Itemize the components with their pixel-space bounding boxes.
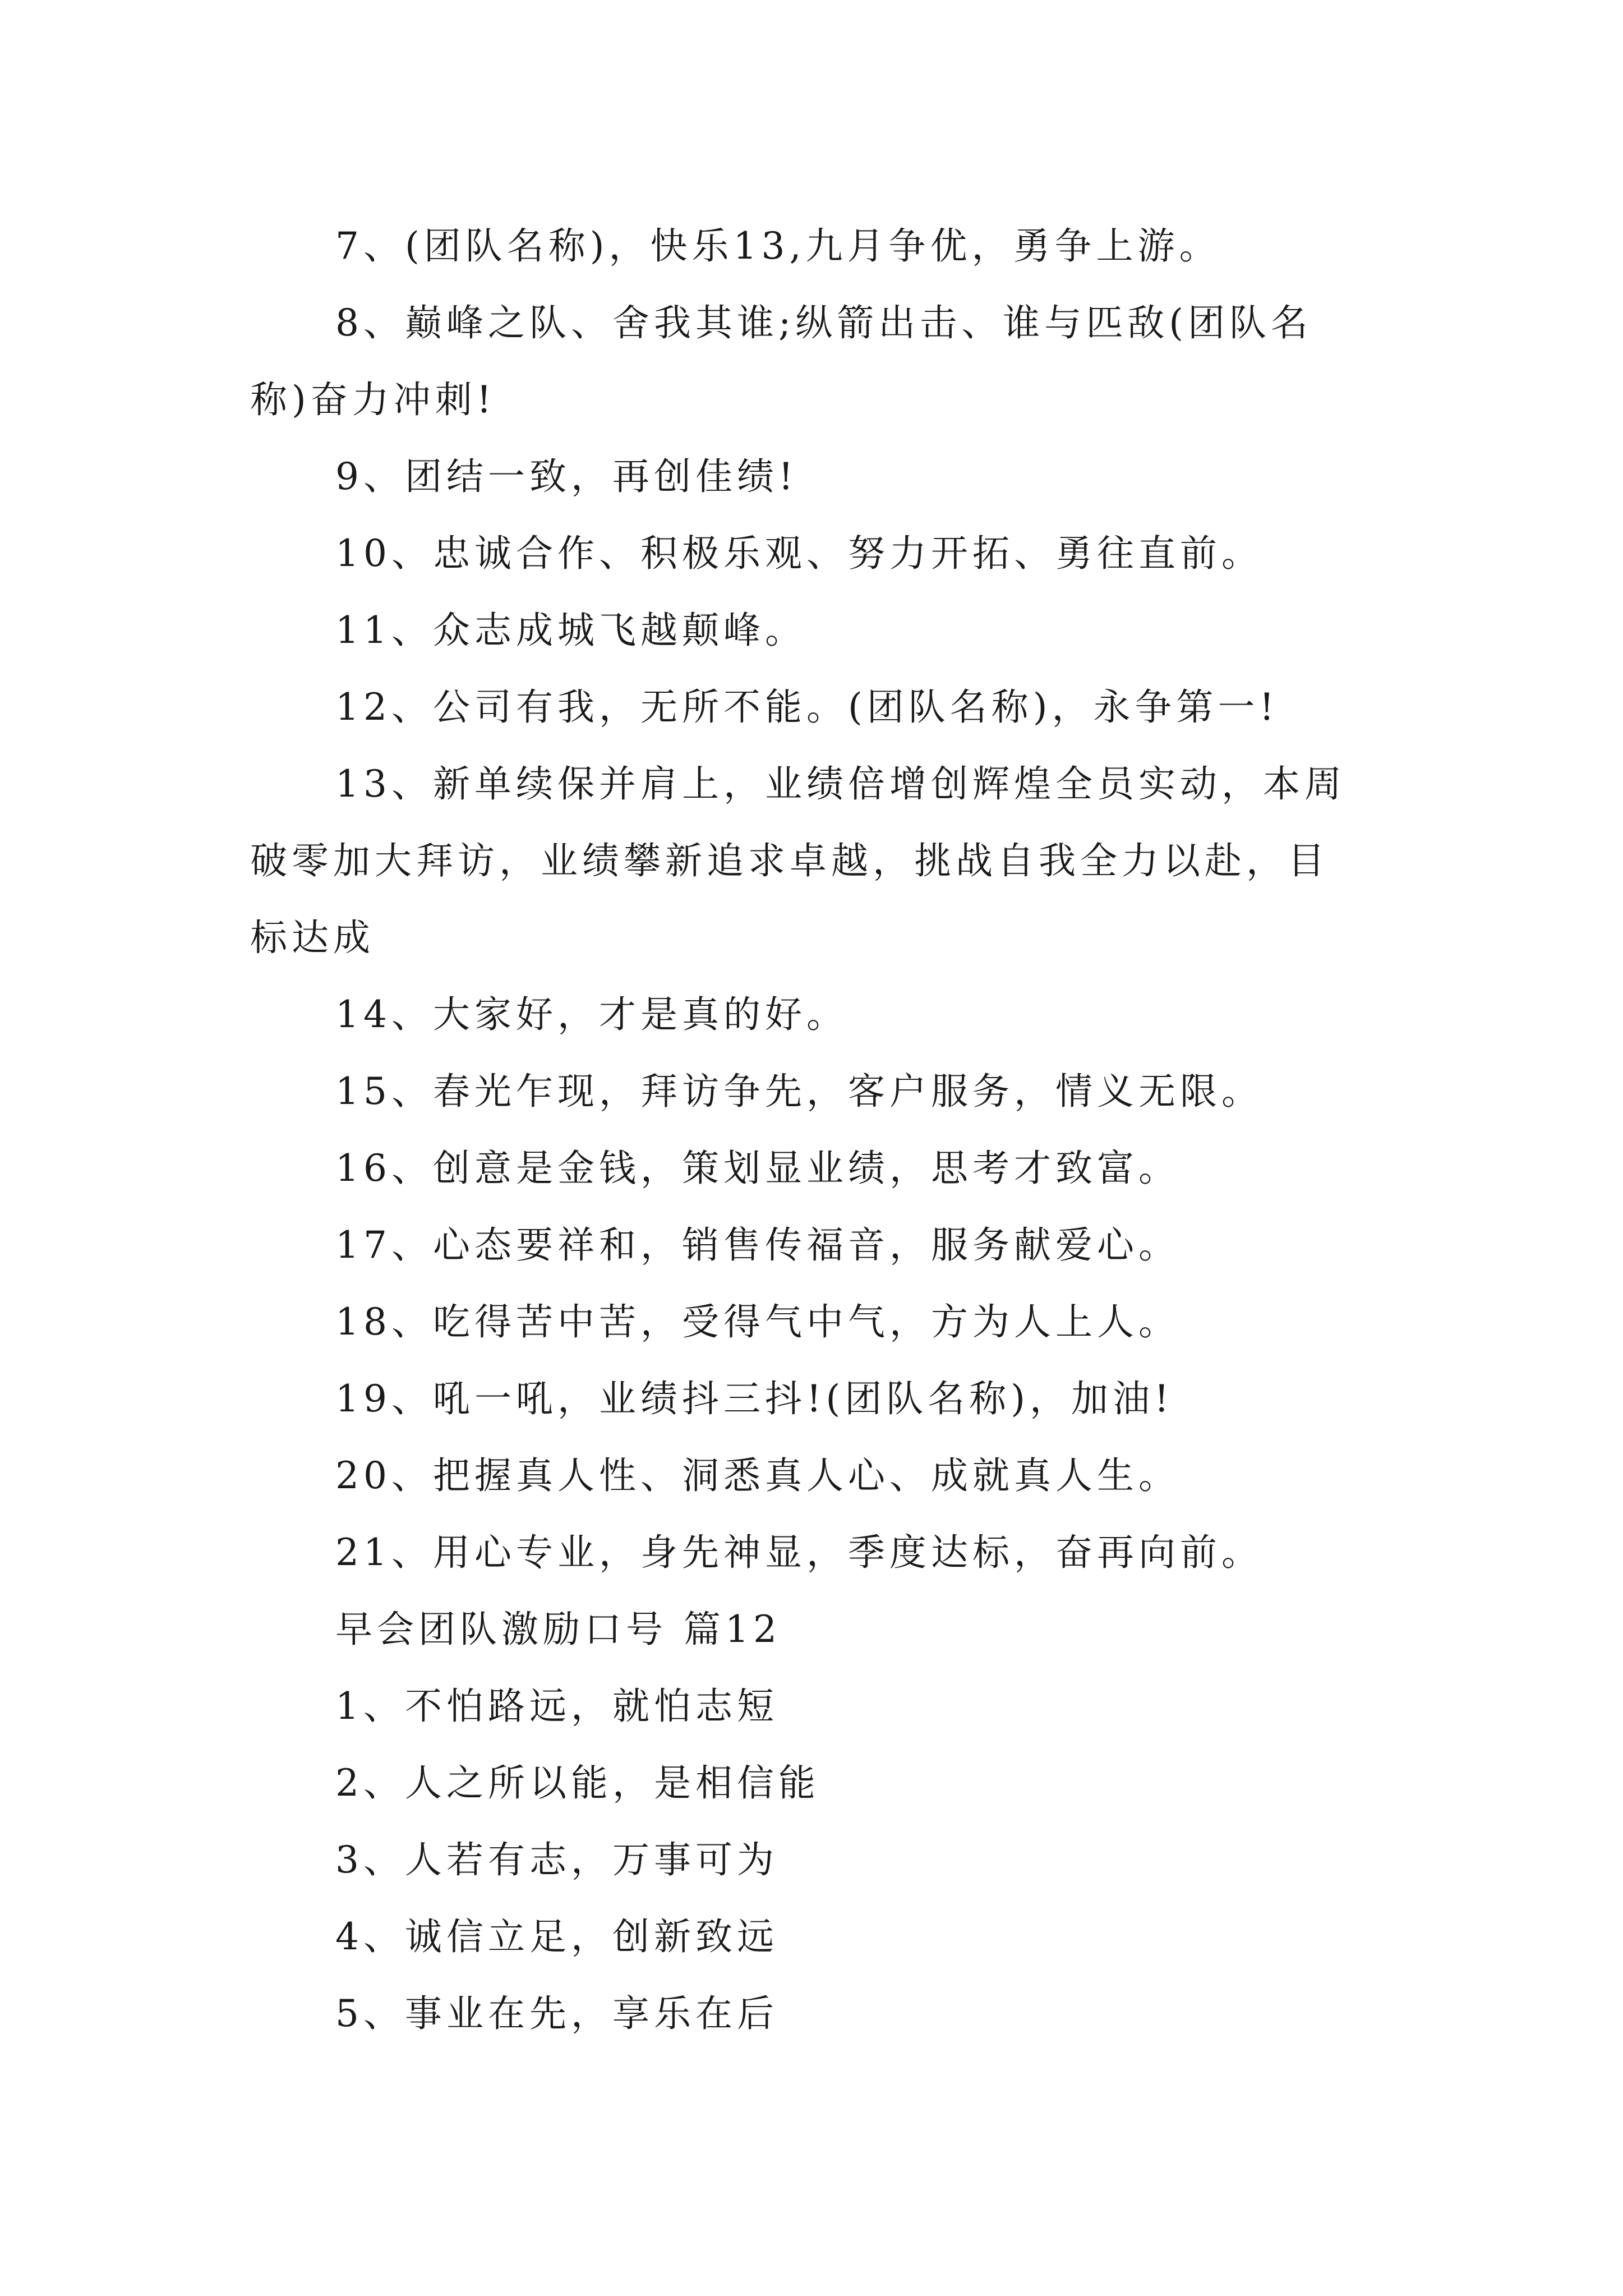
slogan-line: 2、人之所以能，是相信能 xyxy=(335,1761,820,1805)
slogan-line: 4、诚信立足，创新致远 xyxy=(335,1915,778,1958)
slogan-line: 14、大家好，才是真的好。 xyxy=(335,993,848,1036)
slogan-line: 3、人若有志，万事可为 xyxy=(335,1838,778,1881)
slogan-line: 8、巅峰之队、舍我其谁;纵箭出击、谁与匹敌(团队名 xyxy=(335,301,1312,344)
slogan-line: 18、吃得苦中苦，受得气中气，方为人上人。 xyxy=(335,1300,1180,1343)
slogan-line: 1、不怕路远，就怕志短 xyxy=(335,1685,778,1728)
slogan-line: 20、把握真人性、洞悉真人心、成就真人生。 xyxy=(335,1454,1180,1497)
slogan-line-continuation: 称)奋力冲刺! xyxy=(250,378,496,421)
document-body xyxy=(250,208,1389,2052)
slogan-line: 7、(团队名称)，快乐13,九月争优，勇争上游。 xyxy=(335,224,1221,268)
slogan-line: 12、公司有我，无所不能。(团队名称)，永争第一! xyxy=(335,685,1279,729)
slogan-line: 15、春光乍现，拜访争先，客户服务，情义无限。 xyxy=(335,1070,1263,1113)
slogan-line: 19、吼一吼，业绩抖三抖!(团队名称)，加油! xyxy=(335,1377,1174,1420)
slogan-line: 11、众志成城飞越颠峰。 xyxy=(335,609,806,652)
slogan-line: 9、团结一致，再创佳绩! xyxy=(335,455,798,498)
slogan-line: 5、事业在先，享乐在后 xyxy=(335,1992,778,2035)
slogan-line: 21、用心专业，身先神显，季度达标，奋再向前。 xyxy=(335,1531,1263,1574)
section-heading: 早会团队激励口号 篇12 xyxy=(335,1608,781,1651)
slogan-line: 17、心态要祥和，销售传福音，服务献爱心。 xyxy=(335,1223,1180,1267)
slogan-line: 10、忠诚合作、积极乐观、努力开拓、勇往直前。 xyxy=(335,532,1263,575)
slogan-line-continuation: 标达成 xyxy=(250,916,375,959)
slogan-line: 16、创意是金钱，策划显业绩，思考才致富。 xyxy=(335,1147,1180,1190)
slogan-line: 13、新单续保并肩上，业绩倍增创辉煌全员实动，本周 xyxy=(335,762,1346,806)
slogan-line-continuation: 破零加大拜访，业绩攀新追求卓越，挑战自我全力以赴，目 xyxy=(250,839,1329,882)
